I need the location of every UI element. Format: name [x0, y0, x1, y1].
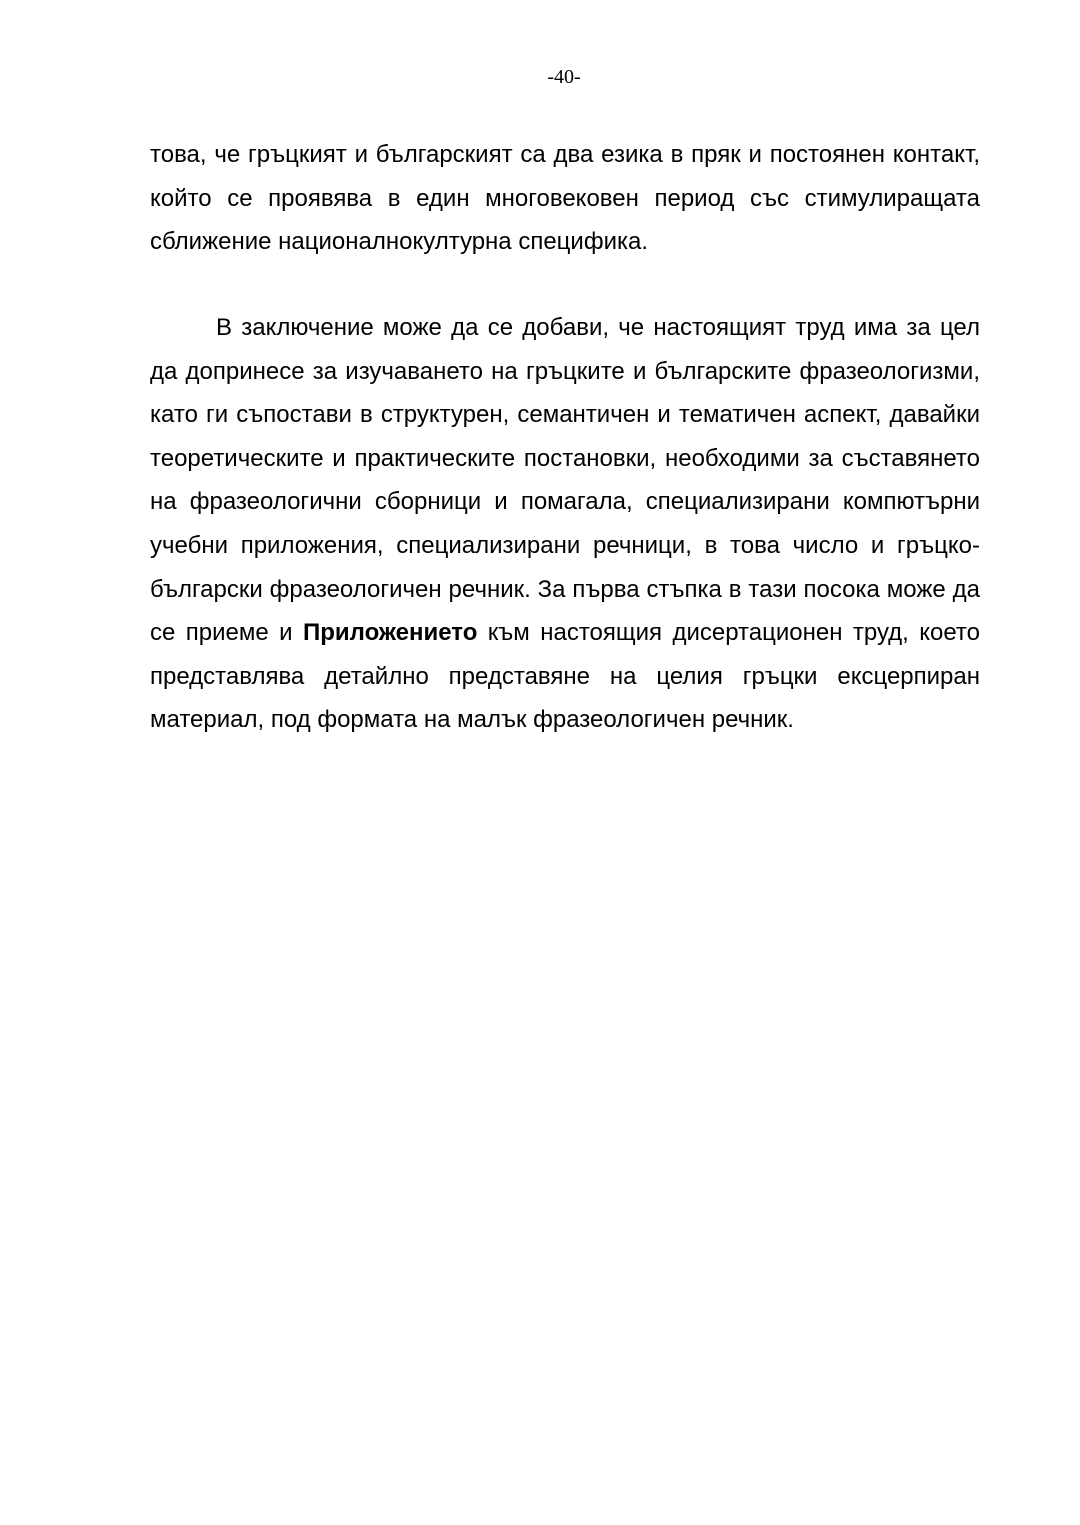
page-number: -40- [547, 66, 581, 88]
paragraph-conclusion-text-start: В заключение може да се добави, че настоящият труд има за цел да допринесе за изучаването на гръцките и българските фразеологизми, като ги съпостави в структурен, семантичен и тематичен аспект, давайки теоретическите и практическите постановки, необходими за съставянето на фразеологични сборници и помагала, специализирани компютърни учебни приложения, специализирани речници, в това число и гръцко-български фразеологичен речник. За първа стъпка в тази посока може да се приеме и [150, 314, 980, 647]
appendix-emphasis: Приложението [302, 619, 478, 647]
paragraph-conclusion [150, 306, 980, 742]
paragraph-conclusion-text-end: към настоящия дисертационен труд, което представлява детайлно представяне на целия гръцки ексцерпиран материал, под формата на малък фразеологичен речник. [150, 619, 981, 734]
paragraph-continuation: това, че гръцкият и българският са два езика в пряк и постоянен контакт, който се проявява в един многовековен период със стимулиращата сближение националнокултурна специфика. [150, 141, 980, 256]
